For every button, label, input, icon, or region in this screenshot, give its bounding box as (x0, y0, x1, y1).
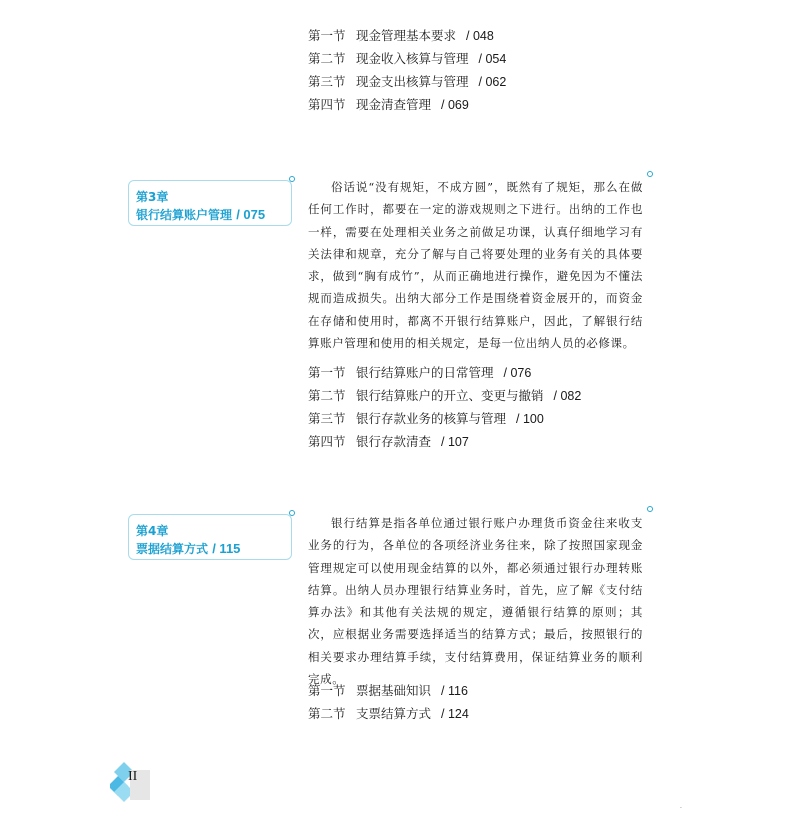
toc-section-item[interactable] (308, 407, 581, 430)
section-page: / 082 (553, 389, 582, 403)
chapter-number: 第4章 (136, 524, 169, 538)
section-page: / 116 (441, 684, 468, 698)
section-title: 票据基础知识 (356, 683, 432, 698)
section-page: / 107 (441, 435, 469, 449)
chapter-title-text: 银行结算账户管理 (136, 208, 233, 222)
section-page: / 054 (478, 52, 507, 66)
section-title: 现金收入核算与管理 (356, 51, 469, 66)
chapter-title-text: 票据结算方式 (136, 542, 209, 556)
toc-section-item[interactable] (308, 47, 506, 70)
section-title: 银行结算账户的日常管理 (356, 365, 494, 380)
section-title: 现金清查管理 (356, 97, 432, 112)
section-title: 现金支出核算与管理 (356, 74, 469, 89)
section-page: / 048 (466, 29, 494, 43)
section-number: 第二节 (308, 388, 346, 403)
section-number: 第二节 (308, 706, 346, 721)
toc-section-item[interactable] (308, 702, 469, 725)
corner-mark: · (680, 805, 682, 812)
section-number: 第四节 (308, 97, 346, 112)
chapter4-intro: 银行结算是指各单位通过银行账户办理货币资金往来收支业务的行为，各单位的各项经济业务往来，除了按照国家现金管理规定可以使用现金结算的以外，都必须通过银行办理转账结算。出纳人员办理银行结算业务时，首先，应了解《支付结算办法》和其他有关法规的规定，遵循银行结算的原则；其次，应根据业务需要选择适当的结算方式；最后，按照银行的相关要求办理结算手续，支付结算费用，保证结算业务的顺利完成。 (308, 516, 643, 687)
section-number: 第一节 (308, 683, 346, 698)
page-number: II (128, 769, 138, 784)
chapter4-section-list (308, 679, 469, 725)
decorative-dot (647, 171, 653, 177)
section-title: 银行存款清查 (356, 434, 432, 449)
toc-section-item[interactable] (308, 93, 506, 116)
toc-section-item[interactable] (308, 70, 506, 93)
toc-section-item[interactable] (308, 384, 581, 407)
section-number: 第三节 (308, 411, 346, 426)
chapter3-section-list (308, 361, 581, 453)
section-number: 第一节 (308, 365, 346, 380)
chapter2-section-list (308, 24, 506, 116)
section-page: / 069 (441, 98, 469, 112)
section-page: / 076 (503, 366, 532, 380)
chapter-number: 第3章 (136, 190, 169, 204)
chapter3-heading-box[interactable] (128, 180, 292, 226)
section-title: 银行结算账户的开立、变更与撤销 (356, 388, 544, 403)
chapter3-intro: 俗话说“没有规矩，不成方圆”，既然有了规矩，那么在做任何工作时，都要在一定的游戏规则之下进行。出纳的工作也一样，需要在处理相关业务之前做足功课，认真仔细地学习有关法律和规章，充分了解与自己将要处理的业务有关的具体要求，做到“胸有成竹”，从而正确地进行操作，避免因为不懂法规而造成损失。出纳大部分工作是围绕着资金展开的，而资金在存储和使用时，都离不开银行结算账户，因此，了解银行结算账户管理和使用的相关规定，是每一位出纳人员的必修课。 (308, 180, 643, 351)
section-number: 第二节 (308, 51, 346, 66)
section-number: 第四节 (308, 434, 346, 449)
section-title: 银行存款业务的核算与管理 (356, 411, 507, 426)
section-page: / 100 (516, 412, 544, 426)
section-page: / 124 (441, 707, 469, 721)
toc-section-item[interactable] (308, 679, 469, 702)
chapter-title (136, 540, 240, 557)
toc-section-item[interactable] (308, 361, 581, 384)
chapter-title (136, 206, 265, 223)
section-title: 支票结算方式 (356, 706, 432, 721)
toc-section-item[interactable] (308, 24, 506, 47)
section-number: 第三节 (308, 74, 346, 89)
decorative-dot (647, 506, 653, 512)
chapter-page: / 075 (236, 207, 266, 222)
section-page: / 062 (478, 75, 507, 89)
chapter-page: / 115 (212, 541, 241, 556)
chapter4-heading-box[interactable] (128, 514, 292, 560)
section-title: 现金管理基本要求 (356, 28, 457, 43)
toc-section-item[interactable] (308, 430, 581, 453)
section-number: 第一节 (308, 28, 346, 43)
